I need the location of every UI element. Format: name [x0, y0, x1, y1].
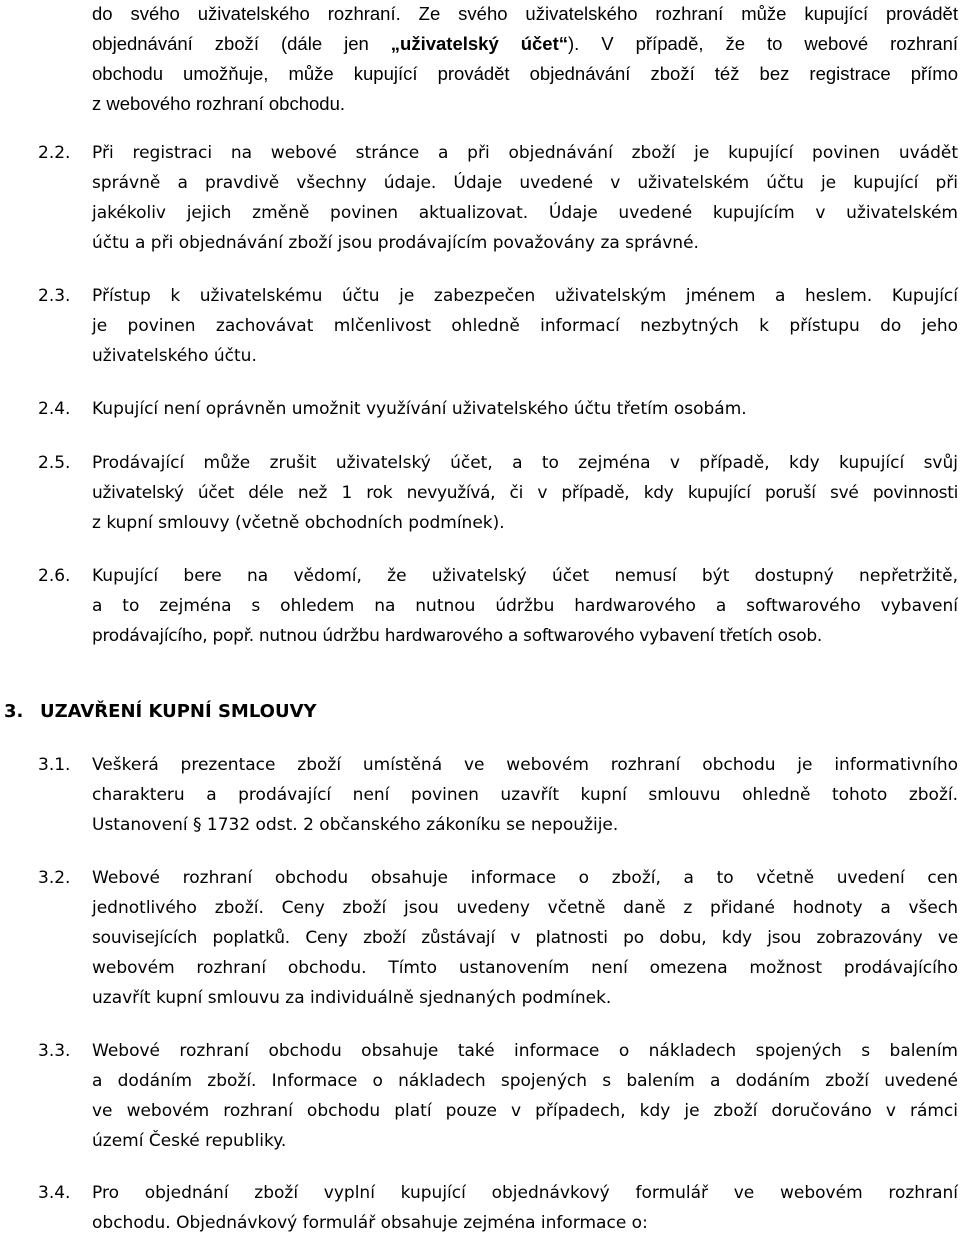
section-heading: [4, 697, 317, 727]
section-line: Přístup k uživatelskému účtu je zabezpečen uživatelským jménem a heslem. Kupující: [92, 286, 958, 306]
section-line: Veškerá prezentace zboží umístěná ve webovém rozhraní obchodu je informativního: [92, 755, 958, 775]
section-line: správně a pravdivě všechny údaje. Údaje uvedené v uživatelském účtu je kupující při: [92, 173, 958, 193]
section-line: jednotlivého zboží. Ceny zboží jsou uvedeny včetně daně z přidané hodnoty a všech: [92, 898, 958, 918]
section-line: území České republiky.: [92, 1131, 287, 1151]
intro-line: obchodu umožňuje, může kupující provádět objednávání zboží též bez registrace přímo: [92, 63, 958, 84]
section-line: Prodávající může zrušit uživatelský účet, a to zejména v případě, kdy kupující svůj: [92, 453, 958, 473]
section-line: Kupující není oprávněn umožnit využívání uživatelského účtu třetím osobám.: [92, 399, 747, 419]
section-line: Webové rozhraní obchodu obsahuje informace o zboží, a to včetně uvedení cen: [92, 868, 958, 888]
section-line: prodávajícího, popř. nutnou údržbu hardwarového a softwarového vybavení třetích osob.: [92, 626, 822, 646]
section-line: jakékoliv jejich změně povinen aktualizovat. Údaje uvedené kupujícím v uživatelském: [92, 203, 958, 223]
section-number: 2.5.: [38, 453, 71, 473]
section-line: uživatelského účtu.: [92, 346, 257, 366]
intro-line-account: objednávání zboží (dále jen „uživatelský účet“). V případě, že to webové rozhraní: [92, 33, 958, 54]
section-line: Kupující bere na vědomí, že uživatelský účet nemusí být dostupný nepřetržitě,: [92, 566, 958, 586]
section-number: 2.2.: [38, 143, 71, 163]
section-line: je povinen zachovávat mlčenlivost ohledně informací nezbytných k přístupu do jeho: [92, 316, 958, 336]
section-line: Pro objednání zboží vyplní kupující objednávkový formulář ve webovém rozhraní: [92, 1183, 958, 1203]
section-line: účtu a při objednávání zboží jsou prodávajícím považovány za správné.: [92, 233, 699, 253]
section-number: 3.1.: [38, 755, 71, 775]
section-line: webovém rozhraní obchodu. Tímto ustanovením není omezena možnost prodávajícího: [92, 958, 958, 978]
section-line: obchodu. Objednávkový formulář obsahuje zejména informace o:: [92, 1213, 648, 1233]
section-line: z kupní smlouvy (včetně obchodních podmínek).: [92, 513, 505, 533]
section-line: Při registraci na webové stránce a při objednávání zboží je kupující povinen uvádět: [92, 143, 958, 163]
section-number: 2.6.: [38, 566, 71, 586]
intro-line: z webového rozhraní obchodu.: [92, 93, 346, 114]
section-line: charakteru a prodávající není povinen uzavřít kupní smlouvu ohledně tohoto zboží.: [92, 785, 958, 805]
heading-title: UZAVŘENÍ KUPNÍ SMLOUVY: [40, 701, 317, 722]
section-line: Ustanovení § 1732 odst. 2 občanského zákoníku se nepoužije.: [92, 815, 619, 835]
intro-line: do svého uživatelského rozhraní. Ze svého uživatelského rozhraní může kupující provádět: [92, 3, 958, 24]
section-line: a to zejména s ohledem na nutnou údržbu hardwarového a softwarového vybavení: [92, 596, 958, 616]
section-line: souvisejících poplatků. Ceny zboží zůstávají v platnosti po dobu, kdy jsou zobrazovány ve: [92, 928, 958, 948]
section-number: 2.4.: [38, 399, 71, 419]
heading-number: 3.: [4, 701, 24, 722]
section-line: uzavřít kupní smlouvu za individuálně sjednaných podmínek.: [92, 988, 612, 1008]
section-number: 2.3.: [38, 286, 71, 306]
section-line: Webové rozhraní obchodu obsahuje také informace o nákladech spojených s balením: [92, 1041, 958, 1061]
section-number: 3.3.: [38, 1041, 71, 1061]
section-number: 3.2.: [38, 868, 71, 888]
section-line: ve webovém rozhraní obchodu platí pouze v případech, kdy je zboží doručováno v rámci: [92, 1101, 958, 1121]
section-line: a dodáním zboží. Informace o nákladech spojených s balením a dodáním zboží uvedené: [92, 1071, 958, 1091]
section-number: 3.4.: [38, 1183, 71, 1203]
section-line: uživatelský účet déle než 1 rok nevyužívá, či v případě, kdy kupující poruší své povinnosti: [92, 483, 958, 503]
